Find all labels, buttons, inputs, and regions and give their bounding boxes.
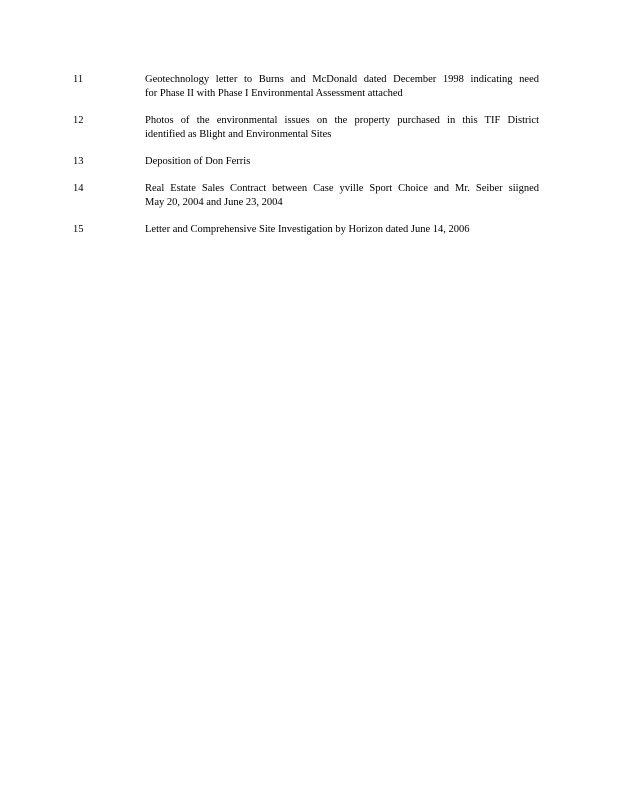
- exhibit-description-line-2: May 20, 2004 and June 23, 2004: [145, 197, 283, 208]
- exhibit-description-line-2: for Phase II with Phase I Environmental Assessment attached: [145, 88, 403, 99]
- exhibit-number: 12: [73, 115, 84, 126]
- exhibit-item-15: [73, 223, 543, 237]
- exhibit-description: [145, 223, 539, 237]
- exhibit-item-12: [73, 114, 543, 142]
- exhibit-item-11: [73, 73, 543, 101]
- exhibit-number: 14: [73, 183, 84, 194]
- exhibit-description-line-2: identified as Blight and Environmental Sites: [145, 129, 332, 140]
- exhibit-description: [145, 73, 539, 101]
- exhibit-number: 15: [73, 224, 84, 235]
- exhibit-description-line-1: Photos of the environmental issues on the property purchased in this TIF District: [145, 115, 539, 126]
- exhibit-description-line-1: Geotechnology letter to Burns and McDonald dated December 1998 indicating need: [145, 74, 539, 85]
- exhibit-description: [145, 182, 539, 210]
- exhibit-item-13: [73, 155, 543, 169]
- exhibit-number: 11: [73, 74, 84, 85]
- exhibit-description: [145, 155, 539, 169]
- exhibit-list: [73, 73, 543, 237]
- exhibit-number: 13: [73, 156, 84, 167]
- exhibit-description-line-1: Letter and Comprehensive Site Investigation by Horizon dated June 14, 2006: [145, 224, 470, 235]
- exhibit-description: [145, 114, 539, 142]
- exhibit-item-14: [73, 182, 543, 210]
- exhibit-description-line-1: Deposition of Don Ferris: [145, 156, 251, 167]
- exhibit-description-line-1: Real Estate Sales Contract between Case yville Sport Choice and Mr. Seiber siigned: [145, 183, 539, 194]
